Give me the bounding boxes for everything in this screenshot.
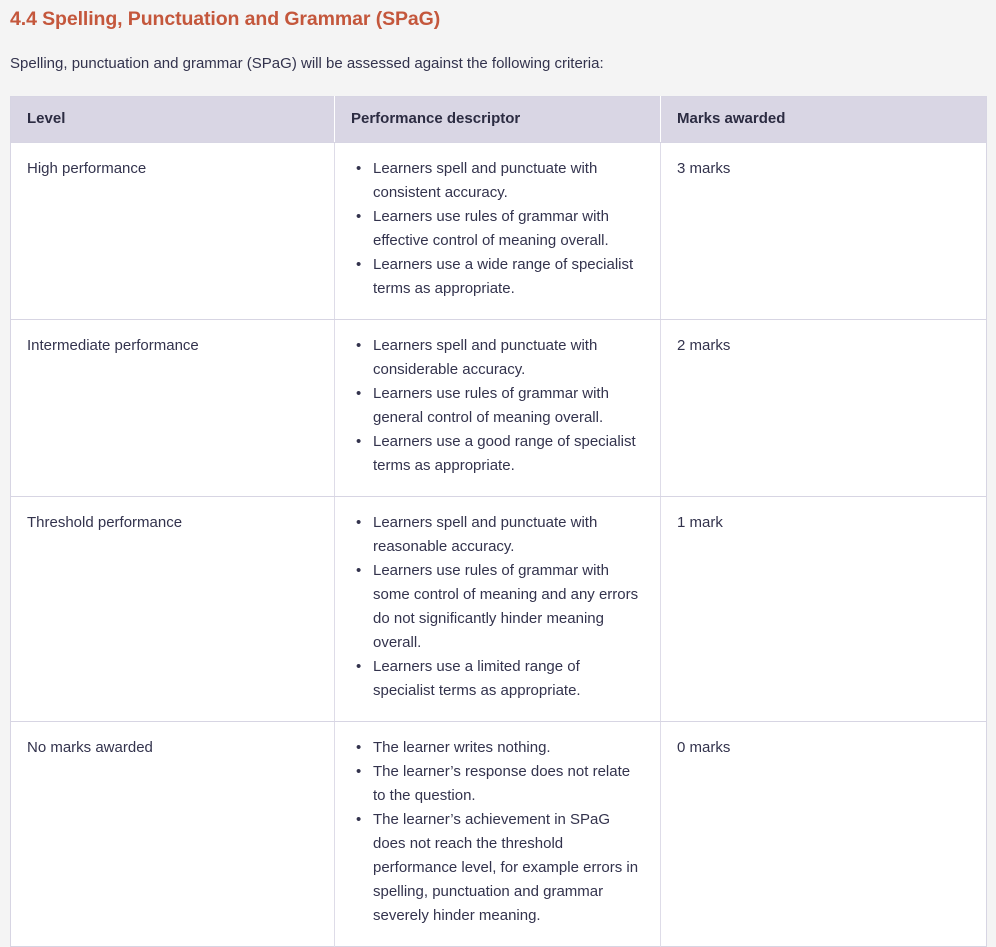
list-item: • The learner writes nothing. [373, 736, 644, 760]
column-header-performance-descriptor: Performance descriptor [335, 97, 661, 143]
descriptor-list [351, 736, 644, 928]
cell-marks-awarded: 2 marks [661, 320, 987, 497]
column-header-level: Level [11, 97, 335, 143]
table-row [11, 320, 987, 497]
cell-performance-descriptor [335, 722, 661, 947]
page-title: 4.4 Spelling, Punctuation and Grammar (SPaG) [10, 8, 441, 30]
list-item: • Learners use a limited range of specialist terms as appropriate. [373, 655, 644, 703]
list-item: • Learners use a good range of specialist terms as appropriate. [373, 430, 644, 478]
table-header-row [11, 97, 987, 143]
list-item: • The learner’s response does not relate to the question. [373, 760, 644, 808]
cell-level: Intermediate performance [11, 320, 335, 497]
table-body [11, 143, 987, 947]
descriptor-list [351, 511, 644, 703]
table-header [11, 97, 987, 143]
descriptor-list [351, 157, 644, 301]
column-header-marks-awarded: Marks awarded [661, 97, 987, 143]
list-item: • Learners use rules of grammar with effective control of meaning overall. [373, 205, 644, 253]
cell-level: No marks awarded [11, 722, 335, 947]
cell-level: High performance [11, 143, 335, 320]
list-item: • Learners spell and punctuate with considerable accuracy. [373, 334, 644, 382]
list-item: • The learner’s achievement in SPaG does not reach the threshold performance level, for example errors in spelling, punctuation and grammar severely hinder meaning. [373, 808, 644, 928]
spag-criteria-table [10, 96, 987, 947]
list-item: • Learners use rules of grammar with some control of meaning and any errors do not significantly hinder meaning overall. [373, 559, 644, 655]
cell-marks-awarded: 1 mark [661, 497, 987, 722]
table-row [11, 497, 987, 722]
list-item: • Learners spell and punctuate with consistent accuracy. [373, 157, 644, 205]
cell-performance-descriptor [335, 320, 661, 497]
list-item: • Learners use a wide range of specialist terms as appropriate. [373, 253, 644, 301]
cell-performance-descriptor [335, 497, 661, 722]
table-row [11, 722, 987, 947]
cell-performance-descriptor [335, 143, 661, 320]
intro-paragraph: Spelling, punctuation and grammar (SPaG) will be assessed against the following criteria: [10, 55, 604, 72]
cell-marks-awarded: 0 marks [661, 722, 987, 947]
cell-level: Threshold performance [11, 497, 335, 722]
list-item: • Learners spell and punctuate with reasonable accuracy. [373, 511, 644, 559]
list-item: • Learners use rules of grammar with general control of meaning overall. [373, 382, 644, 430]
descriptor-list [351, 334, 644, 478]
cell-marks-awarded: 3 marks [661, 143, 987, 320]
criteria-table-container [10, 96, 986, 947]
table-row [11, 143, 987, 320]
